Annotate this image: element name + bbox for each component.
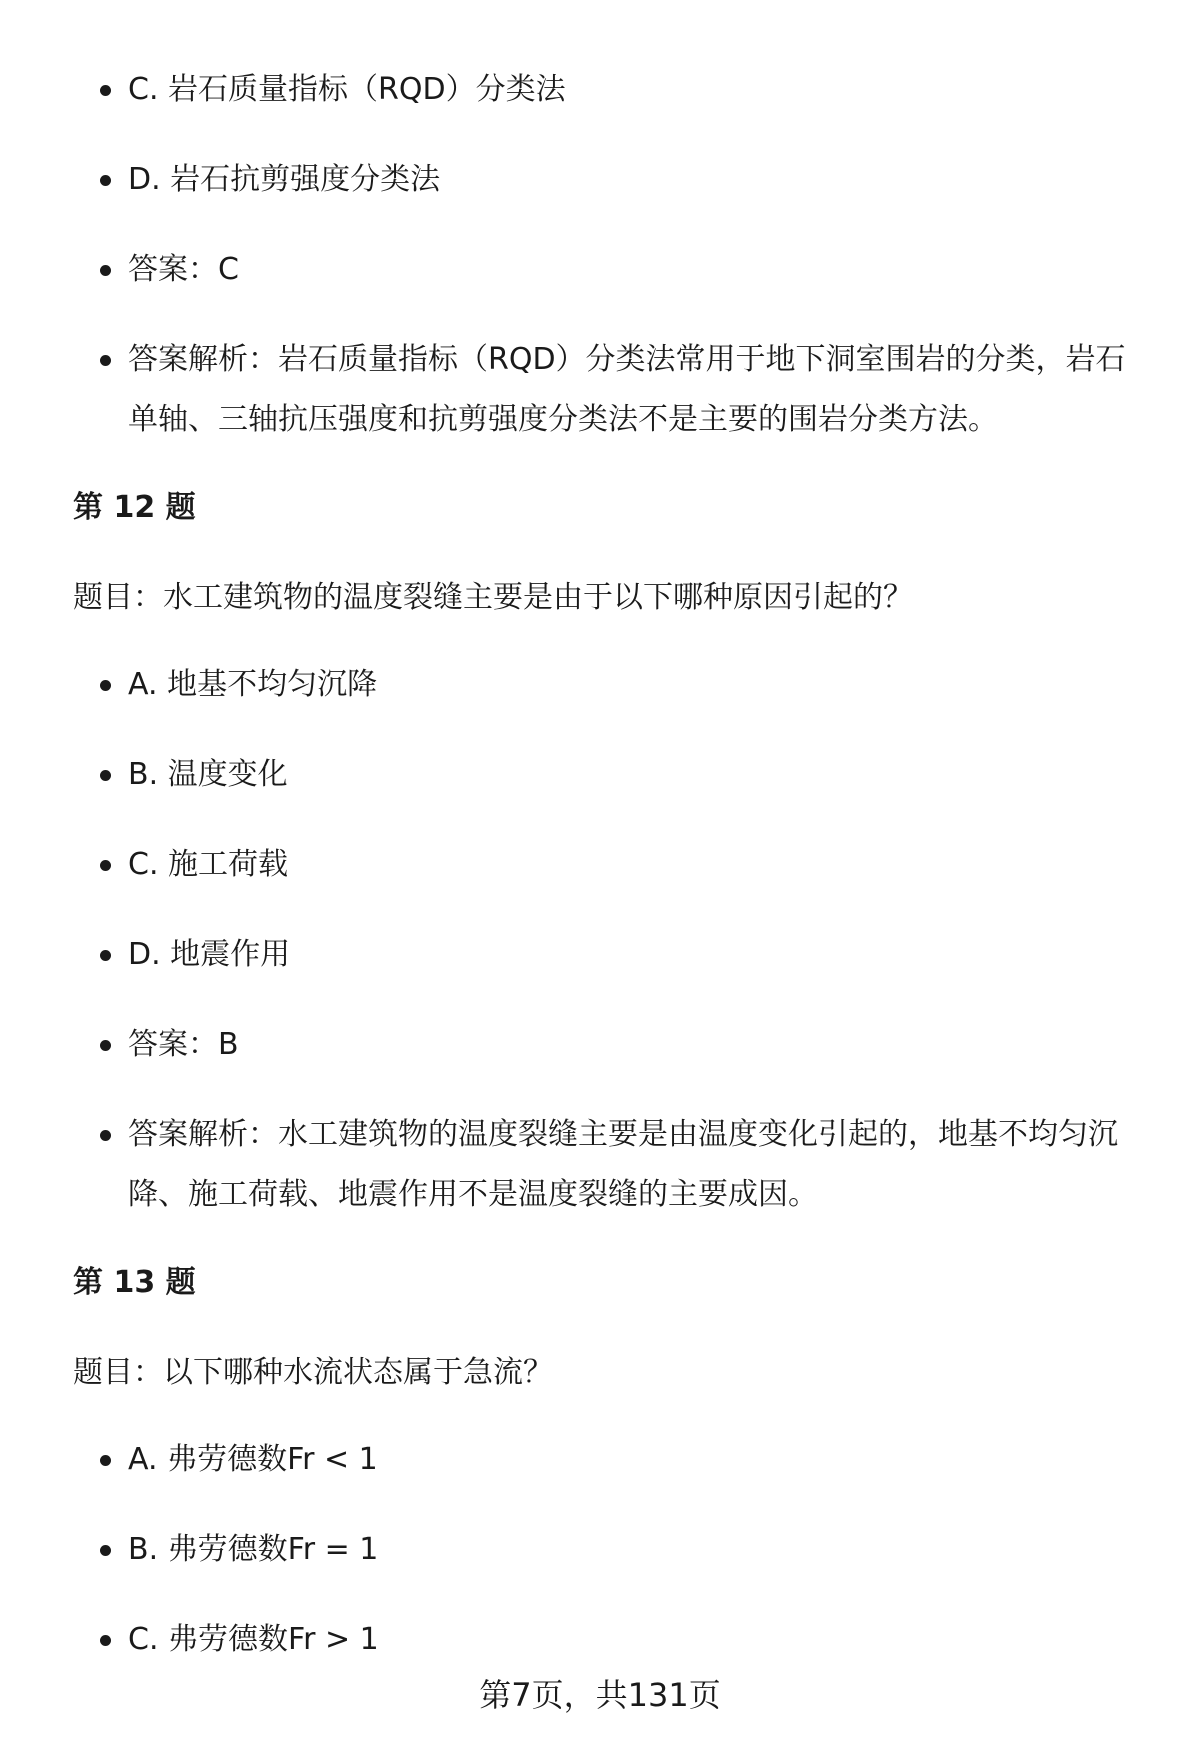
page-number-footer: 第7页，共131页 (479, 1676, 721, 1714)
list-item-option-a: A. 地基不均匀沉降 (128, 655, 1138, 715)
question-heading-13: 第 13 题 (73, 1265, 196, 1300)
list-item-option-c: C. 弗劳德数Fr > 1 (128, 1610, 1138, 1670)
question-text-13: 题目：以下哪种水流状态属于急流？ (73, 1355, 553, 1390)
list-item-answer: 答案：B (128, 1015, 1138, 1075)
list-item-option-d: D. 地震作用 (128, 925, 1138, 985)
list-item-explanation: 答案解析：岩石质量指标（RQD）分类法常用于地下洞室围岩的分类，岩石单轴、三轴抗压强度和抗剪强度分类法不是主要的围岩分类方法。 (128, 330, 1138, 450)
list-item-option-d: D. 岩石抗剪强度分类法 (128, 150, 1138, 210)
list-item-option-c: C. 施工荷载 (128, 835, 1138, 895)
question-text-12: 题目：水工建筑物的温度裂缝主要是由于以下哪种原因引起的？ (73, 580, 913, 615)
question-heading-12: 第 12 题 (73, 490, 196, 525)
list-item-option-b: B. 弗劳德数Fr = 1 (128, 1520, 1138, 1580)
list-item-answer: 答案：C (128, 240, 1138, 300)
list-item-option-c: C. 岩石质量指标（RQD）分类法 (128, 60, 1138, 120)
list-item-explanation: 答案解析：水工建筑物的温度裂缝主要是由温度变化引起的，地基不均匀沉降、施工荷载、地震作用不是温度裂缝的主要成因。 (128, 1105, 1138, 1225)
list-item-option-b: B. 温度变化 (128, 745, 1138, 805)
list-item-option-a: A. 弗劳德数Fr < 1 (128, 1430, 1138, 1490)
